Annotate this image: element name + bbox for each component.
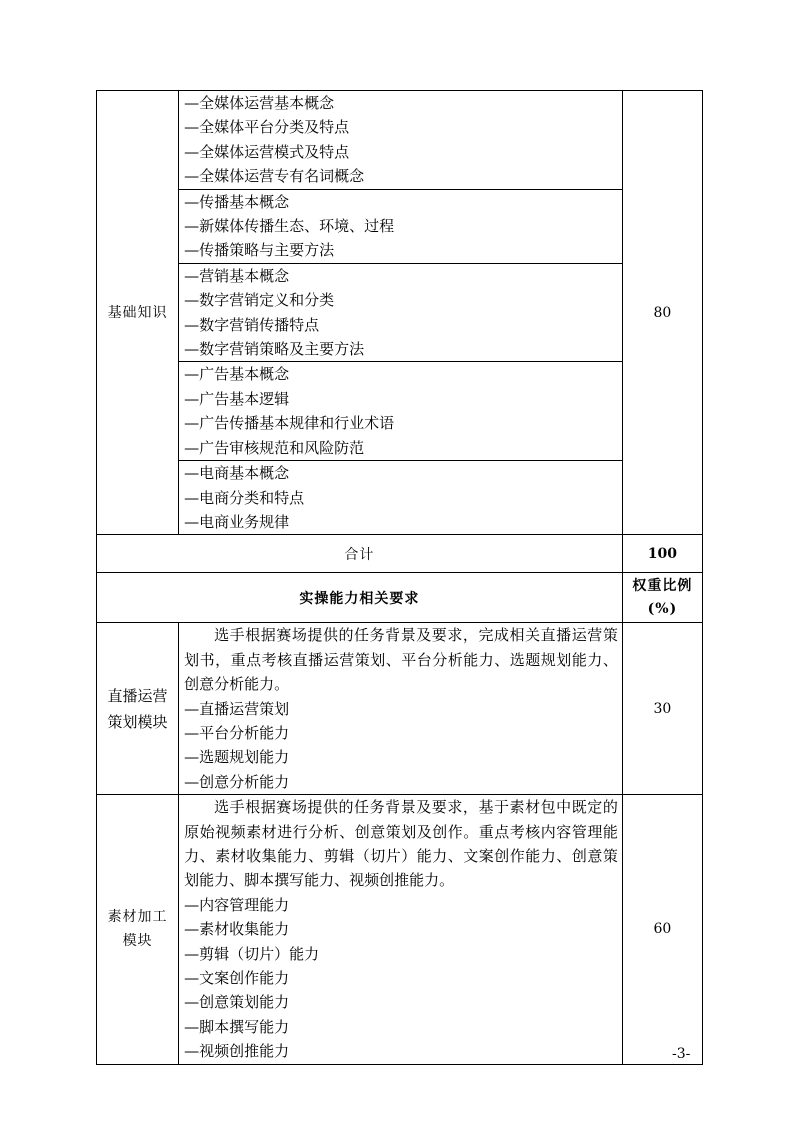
- list-item: —电商基本概念: [184, 464, 290, 483]
- knowledge-group-communication: [179, 189, 623, 263]
- list-item: —广告基本概念: [184, 365, 290, 384]
- list-item: —广告传播基本规律和行业术语: [184, 414, 395, 433]
- module-label: 素材加工 模块: [97, 795, 179, 1064]
- list-item: —新媒体传播生态、环境、过程: [184, 217, 395, 236]
- list-item: —脚本撰写能力: [184, 1017, 290, 1036]
- table-row: [97, 461, 703, 535]
- list-item: —平台分析能力: [184, 723, 290, 742]
- total-row: [97, 535, 703, 573]
- list-item: —全媒体运营专有名词概念: [184, 167, 365, 186]
- list-item: —全媒体运营模式及特点: [184, 142, 350, 161]
- list-item: —全媒体运营基本概念: [184, 94, 335, 112]
- list-item: —直播运营策划: [184, 699, 290, 718]
- module-content: [179, 795, 623, 1064]
- practical-header-row: [97, 573, 703, 623]
- list-item: —数字营销策略及主要方法: [184, 340, 365, 359]
- list-item: —素材收集能力: [184, 920, 290, 939]
- list-item: —全媒体平台分类及特点: [184, 118, 350, 137]
- module-weight: 60: [622, 795, 702, 1064]
- knowledge-group-advertising: [179, 362, 623, 461]
- table-row: [97, 362, 703, 461]
- weight-ratio-header: 权重比例 (%): [622, 573, 702, 623]
- list-item: —广告基本逻辑: [184, 389, 290, 408]
- module-label: 直播运营 策划模块: [97, 623, 179, 795]
- list-item: —视频创推能力: [184, 1042, 290, 1061]
- list-item: —数字营销传播特点: [184, 315, 320, 334]
- knowledge-group-marketing: [179, 263, 623, 362]
- table-row: [97, 91, 703, 190]
- list-item: —广告审核规范和风险防范: [184, 438, 365, 457]
- knowledge-group-ecommerce: [179, 461, 623, 535]
- list-item: —营销基本概念: [184, 266, 290, 285]
- knowledge-group-media: [179, 91, 623, 190]
- basic-knowledge-label: 基础知识: [97, 91, 179, 535]
- module-description: 选手根据赛场提供的任务背景及要求，完成相关直播运营策划书，重点考核直播运营策划、平台分析能力、选题规划能力、创意分析能力。: [184, 626, 618, 694]
- page-number: -3-: [672, 1046, 691, 1062]
- requirements-table: [96, 90, 703, 1065]
- module-description: 选手根据赛场提供的任务背景及要求，基于素材包中既定的原始视频素材进行分析、创意策划及创作。重点考核内容管理能力、素材收集能力、剪辑（切片）能力、文案创作能力、创意策划能力、脚本撰写能力、视频创推能力。: [184, 798, 618, 890]
- list-item: —电商业务规律: [184, 512, 290, 531]
- total-value: 100: [622, 535, 702, 573]
- table-row: [97, 263, 703, 362]
- list-item: —传播基本概念: [184, 192, 290, 211]
- list-item: —创意分析能力: [184, 772, 290, 791]
- list-item: —创意策划能力: [184, 993, 290, 1012]
- list-item: —文案创作能力: [184, 969, 290, 987]
- list-item: —内容管理能力: [184, 895, 290, 914]
- total-label: 合计: [97, 535, 623, 573]
- list-item: —数字营销定义和分类: [184, 291, 335, 310]
- list-item: —剪辑（切片）能力: [184, 944, 320, 963]
- practical-header-title: 实操能力相关要求: [97, 573, 623, 623]
- module-row-material-processing: [97, 795, 703, 1064]
- table-row: [97, 189, 703, 263]
- module-content: [179, 623, 623, 795]
- list-item: —传播策略与主要方法: [184, 241, 335, 260]
- module-row-live-planning: [97, 623, 703, 795]
- list-item: —选题规划能力: [184, 748, 290, 767]
- module-weight: 30: [622, 623, 702, 795]
- basic-knowledge-weight: 80: [622, 91, 702, 535]
- list-item: —电商分类和特点: [184, 488, 305, 507]
